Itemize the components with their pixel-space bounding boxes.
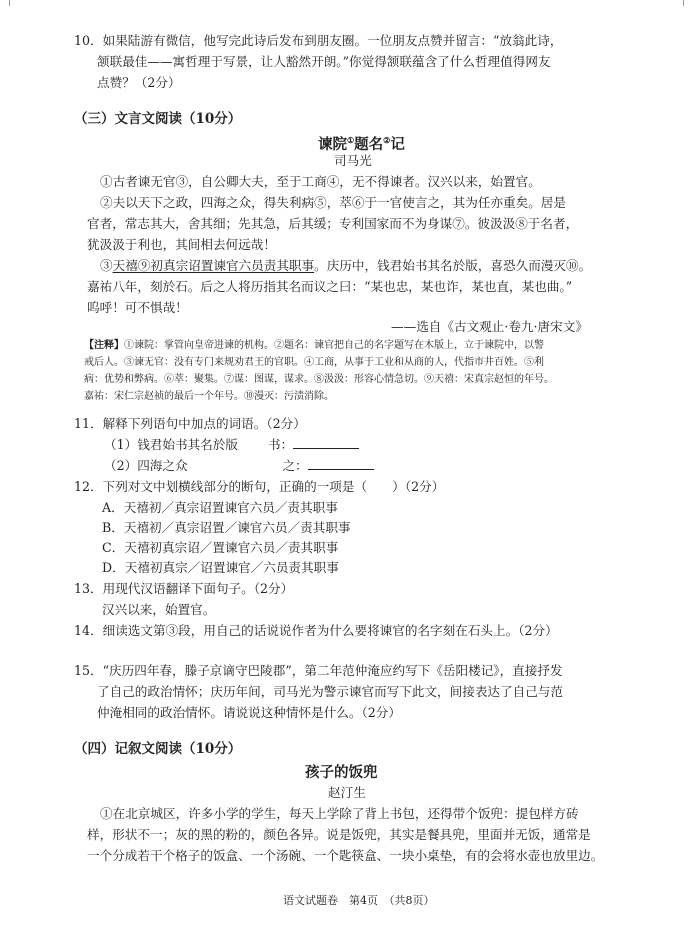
q11-answer-blank-1[interactable] (293, 436, 359, 449)
classical-para-2-line-2: 官者，常志其大，舍其细；先其急，后其缓；专利国家而不为身谋⑦。彼汲汲⑧于名者， (87, 216, 579, 231)
section4-title: 孩子的饭兜 (305, 764, 378, 781)
para3-underlined-passage: 天禧⑨初真宗诏置谏官六员责其职事 (112, 258, 315, 273)
q13-sentence: 汉兴以来，始置官。 (102, 602, 216, 617)
q15-line-3: 仲淹相同的政治情怀。请说说这种情怀是什么。（2分） (97, 705, 401, 720)
section3-author: 司马光 (334, 153, 372, 168)
q13-stem: 13．用现代汉语翻译下面句子。（2分） (74, 581, 294, 596)
q11-item-1-text: （1）钱君始书其名於版 (104, 437, 238, 452)
q14-stem: 14．细读选文第③段，用自己的话说说作者为什么要将谏官的名字刻在石头上。（2分） (74, 623, 558, 638)
q15-line-1: 15．“庆历四年春，滕子京谪守巴陵郡”，第二年范仲淹应约写下《岳阳楼记》，直接抒发 (74, 663, 563, 678)
notes-line-1 (84, 339, 544, 353)
right-edge-mark (683, 0, 684, 6)
q12-stem: 12．下列对文中划横线部分的断句，正确的一项是（ ）（2分） (74, 479, 445, 494)
title-part-a: 谏院 (318, 135, 347, 153)
q11-item-1 (104, 435, 359, 454)
para3-number: ③ (100, 258, 113, 273)
classical-para-3-line-1 (100, 256, 591, 275)
notes-label: 【注释】 (84, 340, 124, 351)
classical-para-2-line-1: ②夫以天下之政，四海之众，得失利病⑤，萃⑥于一官使言之，其为任亦重矣。居是 (100, 195, 566, 210)
q11-answer-blank-2[interactable] (308, 457, 374, 470)
section4-heading: （四）记叙文阅读（10分） (74, 741, 242, 757)
q11-item-2-text: （2）四海之众 (104, 458, 188, 473)
classical-para-1: ①古者谏无官③，自公卿大夫，至于工商④，无不得谏者。汉兴以来，始置官。 (100, 174, 541, 189)
section3-heading: （三）文言文阅读（10分） (74, 111, 242, 127)
title-note-1: ① (347, 135, 355, 145)
q11-item-2 (104, 456, 374, 475)
classical-source: ——选自《古文观止·卷九·唐宋文》 (391, 319, 588, 334)
classical-para-3-line-2: 嘉祐八年，刻於石。后之人将历指其名而议之曰：“某也忠，某也诈，某也直，某也曲。” (87, 279, 573, 294)
q12-option-c: C．天禧初真宗诏／置谏官六员／责其职事 (102, 540, 339, 555)
title-note-2: ② (383, 135, 391, 145)
q15-line-2: 了自己的政治情怀；庆历年间，司马光为警示谏官而写下此文，间接表达了自己与范 (97, 684, 563, 699)
notes-line-2: 戒后人。③谏无官：没有专门来规劝君王的官职。④工商，从事于工业和从商的人，代指市井百姓。⑤利 (84, 357, 544, 368)
para3-rest: 。庆历中，钱君始书其名於版，喜恐久而漫灭⑩。 (314, 258, 592, 273)
title-part-b: 题名 (354, 135, 384, 153)
page-footer: 语文试题卷 第4页 （共8页） (283, 894, 435, 907)
q10-line-2: 颔联最佳——寓哲理于写景，让人豁然开朗。”你觉得颔联蕴含了什么哲理值得网友 (97, 54, 551, 69)
notes-line-1-text: ①谏院：掌管向皇帝进谏的机构。②题名：谏官把自己的名字题写在木版上，立于谏院中，以警 (124, 340, 544, 351)
q12-option-d: D．天禧初真宗／诏置谏官／六员责其职事 (102, 560, 339, 575)
q10-line-1: 10．如果陆游有微信，他写完此诗后发布到朋友圈。一位朋友点赞并留言：“放翁此诗， (74, 33, 563, 48)
classical-para-2-line-3: 犹汲汲于利也，其间相去何远哉！ (87, 237, 276, 252)
q10-line-3: 点赞？（2分） (97, 75, 181, 90)
narrative-para-1-line-2: 样，形状不一；灰的黑的粉的，颜色各异。说是饭兜，其实是餐具兜，里面并无饭，通常是 (87, 827, 591, 842)
q12-option-b: B．天禧初／真宗诏置／谏官六员／责其职事 (102, 520, 351, 535)
q12-option-a: A．天禧初／真宗诏置谏官六员／责其职事 (102, 500, 338, 515)
q11-item-1-word: 书： (267, 437, 294, 452)
q11-stem: 11．解释下列语句中加点的词语。（2分） (74, 416, 306, 431)
narrative-para-1-line-3: 一个分成若干个格子的饭盒、一个汤碗、一个匙筷盒、一块小桌垫，有的会将水壶也放里边。 (87, 848, 604, 863)
left-edge-mark (9, 0, 10, 6)
classical-para-3-line-3: 呜呼！可不惧哉！ (87, 300, 188, 315)
title-part-c: 记 (390, 135, 405, 153)
narrative-para-1-line-1: ①在北京城区，许多小学的学生，每天上学除了背上书包，还得带个饭兜：提包样方砖 (100, 806, 579, 821)
notes-line-4: 嘉祐：宋仁宗赵祯的最后一个年号。⑩漫灭：污渍消除。 (84, 391, 334, 402)
notes-line-3: 病：优势和弊病。⑥萃：聚集。⑦谋：图谋，谋求。⑧汲汲：形容心情急切。⑨天禧：宋真宗赵恒的年号。 (84, 374, 554, 385)
q11-item-2-word: 之： (282, 458, 308, 473)
section4-author: 赵汀生 (328, 785, 366, 800)
